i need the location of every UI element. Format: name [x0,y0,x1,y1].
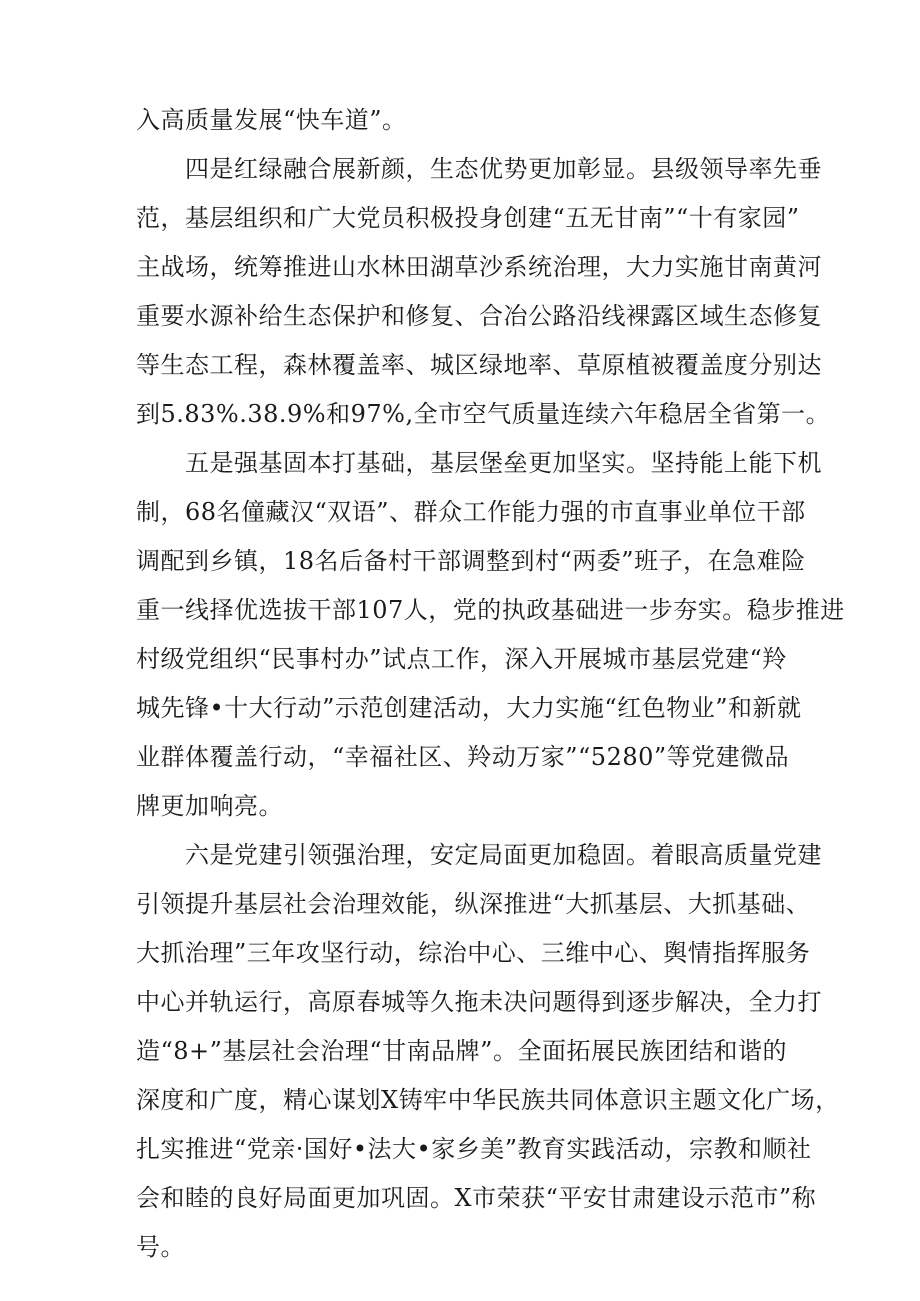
text-line: 造“8+”基层社会治理“甘南品牌”。全面拓展民族团结和谐的 [136,1037,787,1065]
text-line: 调配到乡镇，18名后备村干部调整到村“两委”班子，在急难险 [136,547,806,575]
text-line: 引领提升基层社会治理效能，纵深推进“大抓基层、大抓基础、 [136,890,811,918]
text-line: 扎实推进“党亲·国好•法大•家乡美”教育实践活动，宗教和顺社 [136,1135,812,1163]
paragraph-6-first-line: 六是党建引领强治理，安定局面更加稳固。着眼高质量党建 [185,841,822,869]
text-line: 中心并轨运行，高原春城等久拖未决问题得到逐步解决，全力打 [136,988,822,1016]
text-line: 制，68名僮藏汉“双语”、群众工作能力强的市直事业单位干部 [136,498,806,526]
paragraph-4-first-line: 四是红绿融合展新颜，生态优势更加彰显。县级领导率先垂 [185,155,822,183]
text-line: 大抓治理”三年攻坚行动，综治中心、三维中心、舆情指挥服务 [136,939,811,967]
text-line: 重要水源补给生态保护和修复、合冶公路沿线裸露区域生态修复 [136,302,822,330]
text-line: 到5.83%.38.9%和97%,全市空气质量连续六年稳居全省第一。 [136,400,831,428]
text-line: 城先锋•十大行动”示范创建活动，大力实施“红色物业”和新就 [136,694,802,722]
text-line: 等生态工程，森林覆盖率、城区绿地率、草原植被覆盖度分别达 [136,351,822,379]
text-line: 牌更加响亮。 [136,792,283,820]
text-line: 号。 [136,1233,185,1261]
text-line: 重一线择优选拔干部107人，党的执政基础进一步夯实。稳步推进 [136,596,845,624]
text-line: 村级党组织“民事村办”试点工作，深入开展城市基层党建“羚 [136,645,787,673]
text-line: 业群体覆盖行动，“幸福社区、羚动万家”“5280”等党建微品 [136,743,790,771]
text-line: 会和睦的良好局面更加巩固。X市荣获“平安甘肃建设示范市”称 [136,1184,817,1212]
text-line: 深度和广度，精心谋划X铸牢中华民族共同体意识主题文化广场， [136,1086,840,1114]
text-line: 入高质量发展“快车道”。 [136,106,407,134]
text-line: 范，基层组织和广大党员积极投身创建“五无甘南”“十有家园” [136,204,800,232]
paragraph-5-first-line: 五是强基固本打基础，基层堡垒更加坚实。坚持能上能下机 [185,449,822,477]
text-line: 主战场，统筹推进山水林田湖草沙系统治理，大力实施甘南黄河 [136,253,822,281]
